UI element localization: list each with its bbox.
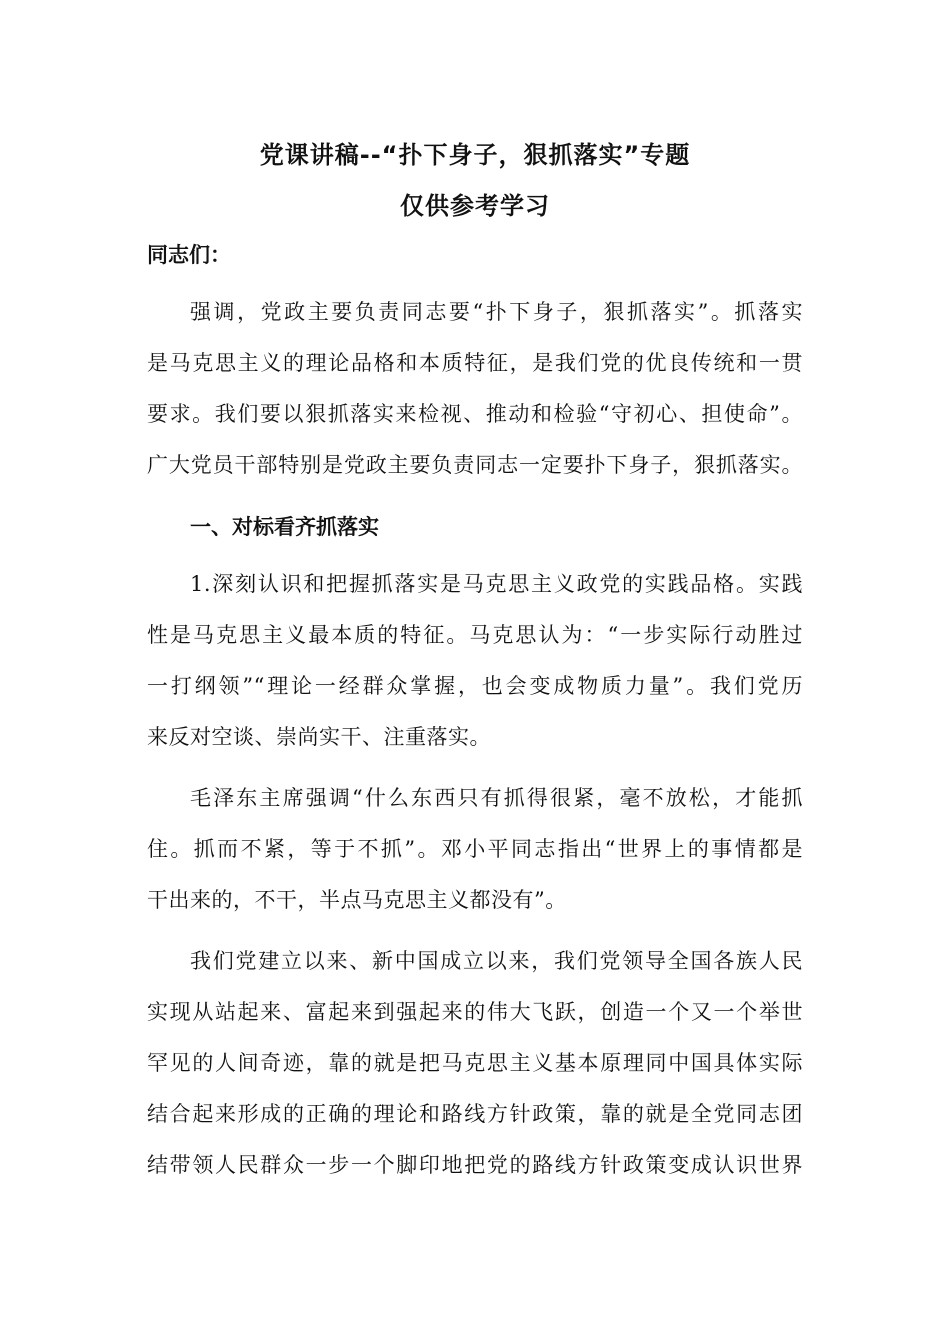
paragraph-line: 强调，党政主要负责同志要“扑下身子，狠抓落实”。抓落实 bbox=[190, 300, 803, 324]
section-heading: 一、对标看齐抓落实 bbox=[190, 515, 379, 539]
paragraph-line: 住。抓而不紧，等于不抓”。邓小平同志指出“世界上的事情都是 bbox=[147, 837, 803, 861]
paragraph-line: 我们党建立以来、新中国成立以来，我们党领导全国各族人民 bbox=[190, 949, 803, 973]
salutation: 同志们： bbox=[147, 243, 231, 267]
paragraph-line: 结合起来形成的正确的理论和路线方针政策，靠的就是全党同志团 bbox=[147, 1102, 803, 1126]
paragraph-line: 实现从站起来、富起来到强起来的伟大飞跃，创造一个又一个举世 bbox=[147, 1000, 803, 1024]
document-title: 党课讲稿--“扑下身子，狠抓落实”专题 bbox=[259, 141, 691, 169]
paragraph-line: 要求。我们要以狠抓落实来检视、推动和检验“守初心、担使命”。 bbox=[147, 402, 803, 426]
paragraph-line: 罕见的人间奇迹，靠的就是把马克思主义基本原理同中国具体实际 bbox=[147, 1051, 803, 1075]
paragraph-line: 性是马克思主义最本质的特征。马克思认为：“一步实际行动胜过 bbox=[147, 623, 803, 647]
paragraph-line: 来反对空谈、崇尚实干、注重落实。 bbox=[147, 725, 491, 749]
paragraph-line: 干出来的，不干，半点马克思主义都没有”。 bbox=[147, 888, 567, 912]
paragraph-line: 毛泽东主席强调“什么东西只有抓得很紧，毫不放松，才能抓 bbox=[190, 786, 803, 810]
paragraph-line: 一打纲领”“理论一经群众掌握，也会变成物质力量”。我们党历 bbox=[147, 674, 803, 698]
paragraph-line: 广大党员干部特别是党政主要负责同志一定要扑下身子，狠抓落实。 bbox=[147, 453, 803, 477]
paragraph-line: 是马克思主义的理论品格和本质特征，是我们党的优良传统和一贯 bbox=[147, 351, 803, 375]
document-subtitle: 仅供参考学习 bbox=[400, 192, 550, 220]
paragraph-line: 结带领人民群众一步一个脚印地把党的路线方针政策变成认识世界 bbox=[147, 1153, 803, 1177]
paragraph-line: 1.深刻认识和把握抓落实是马克思主义政党的实践品格。实践 bbox=[190, 572, 803, 596]
